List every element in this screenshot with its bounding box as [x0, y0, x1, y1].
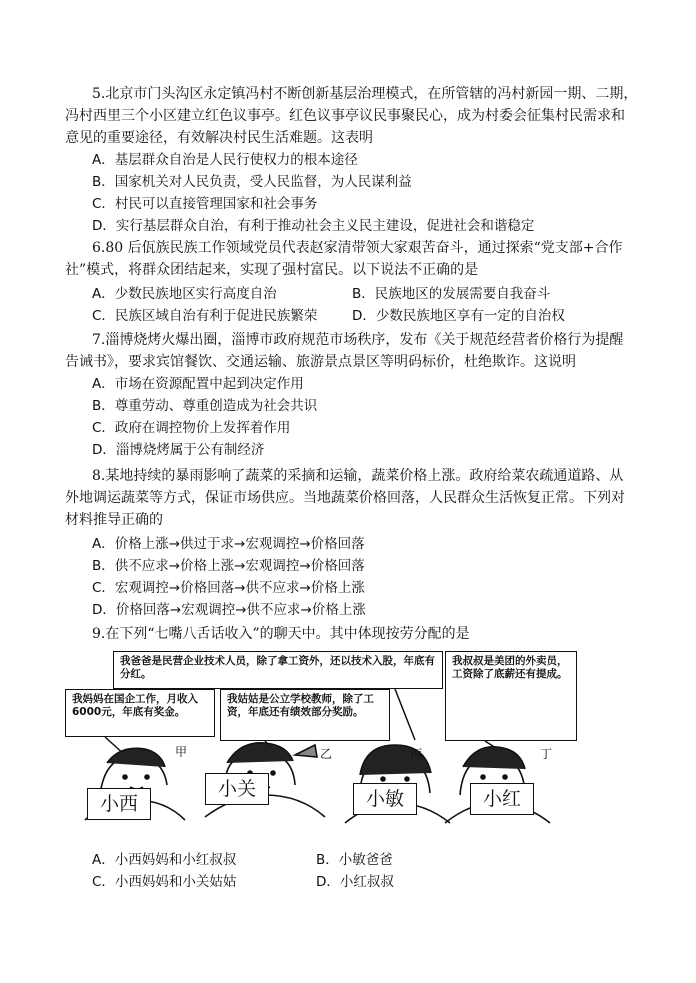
name-xiaomin: 小敏 — [353, 783, 417, 815]
q8-stem-line-2: 外地调运蔬菜等方式，保证市场供应。当地蔬菜价格回落，人民群众生活恢复正常。下列对 — [65, 490, 625, 506]
q6-option-c: C．民族区域自治有利于促进民族繁荣 — [92, 308, 318, 324]
q5-option-c: C．村民可以直接管理国家和社会事务 — [92, 196, 318, 212]
q9-option-b: B．小敏爸爸 — [316, 852, 393, 868]
tag-yi: 乙 — [320, 747, 333, 761]
q5-stem-line-1: 5.北京市门头沟区永定镇冯村不断创新基层治理模式，在所管辖的冯村新园一期、二期， — [92, 86, 638, 102]
q6-stem-line-2: 社”模式，将群众团结起来，实现了强村富民。以下说法不正确的是 — [65, 262, 479, 278]
q9-option-d: D．小红叔叔 — [316, 874, 394, 890]
speech-bubble-4: 我叔叔是美团的外卖员，工资除了底薪还有提成。 — [445, 651, 577, 741]
q8-stem-line-1: 8.某地持续的暴雨影响了蔬菜的采摘和运输，蔬菜价格上涨。政府给菜农疏通道路、从 — [92, 468, 624, 484]
tag-bing: 丙 — [410, 747, 423, 761]
q9-cartoon — [65, 645, 585, 825]
q8-option-d: D．价格回落→宏观调控→供不应求→价格上涨 — [92, 602, 366, 618]
q8-stem-line-3: 材料推导正确的 — [65, 512, 163, 528]
q8-option-c: C．宏观调控→价格回落→供不应求→价格上涨 — [92, 580, 365, 596]
q5-stem-line-2: 冯村西里三个小区建立红色议事亭。红色议事亭议民事聚民心，成为村委会征集村民需求和 — [65, 108, 625, 124]
q8-option-b: B．供不应求→价格上涨→宏观调控→价格回落 — [92, 558, 365, 574]
speech-bubble-2: 我妈妈在国企工作，月收入6000元，年底有奖金。 — [65, 689, 215, 737]
tag-ding: 丁 — [540, 747, 553, 761]
q5-option-d: D．实行基层群众自治，有利于推动社会主义民主建设，促进社会和谐稳定 — [92, 218, 535, 234]
q7-stem-line-2: 告诫书》，要求宾馆餐饮、交通运输、旅游景点景区等明码标价，杜绝欺诈。这说明 — [65, 354, 576, 370]
q8-option-a: A．价格上涨→供过于求→宏观调控→价格回落 — [92, 536, 365, 552]
q9-option-a: A．小西妈妈和小红叔叔 — [92, 852, 237, 868]
q9-option-c: C．小西妈妈和小关姑姑 — [92, 874, 237, 890]
q7-option-b: B．尊重劳动、尊重创造成为社会共识 — [92, 398, 318, 414]
q9-stem-line-1: 9.在下列“七嘴八舌话收入”的聊天中。其中体现按劳分配的是 — [92, 626, 470, 642]
tag-jia: 甲 — [175, 745, 188, 759]
q5-stem-line-3: 意见的重要途径，有效解决村民生活难题。这表明 — [65, 130, 373, 146]
q6-option-b: B．民族地区的发展需要自我奋斗 — [352, 286, 551, 302]
q7-stem-line-1: 7.淄博烧烤火爆出圈，淄博市政府规范市场秩序，发布《关于规范经营者价格行为提醒 — [92, 332, 624, 348]
name-xiaohong: 小红 — [470, 783, 534, 815]
name-xiaoguan: 小关 — [205, 773, 269, 805]
speech-bubble-1: 我爸爸是民营企业技术人员，除了拿工资外，还以技术入股，年底有分红。 — [113, 651, 443, 689]
q5-option-a: A．基层群众自治是人民行使权力的根本途径 — [92, 152, 358, 168]
q5-option-b: B．国家机关对人民负责，受人民监督，为人民谋利益 — [92, 174, 412, 190]
q6-option-a: A．少数民族地区实行高度自治 — [92, 286, 277, 302]
q6-stem-line-1: 6.80 后佤族民族工作领域党员代表赵家清带领大家艰苦奋斗，通过探索“党支部+合作 — [92, 240, 623, 256]
q7-option-d: D．淄博烧烤属于公有制经济 — [92, 442, 265, 458]
q7-option-a: A．市场在资源配置中起到决定作用 — [92, 376, 304, 392]
q7-option-c: C．政府在调控物价上发挥着作用 — [92, 420, 291, 436]
speech-bubble-3: 我姑姑是公立学校教师，除了工资，年底还有绩效部分奖励。 — [220, 689, 390, 741]
q6-option-d: D．少数民族地区享有一定的自治权 — [352, 308, 565, 324]
name-xiaoxi: 小西 — [87, 788, 151, 820]
